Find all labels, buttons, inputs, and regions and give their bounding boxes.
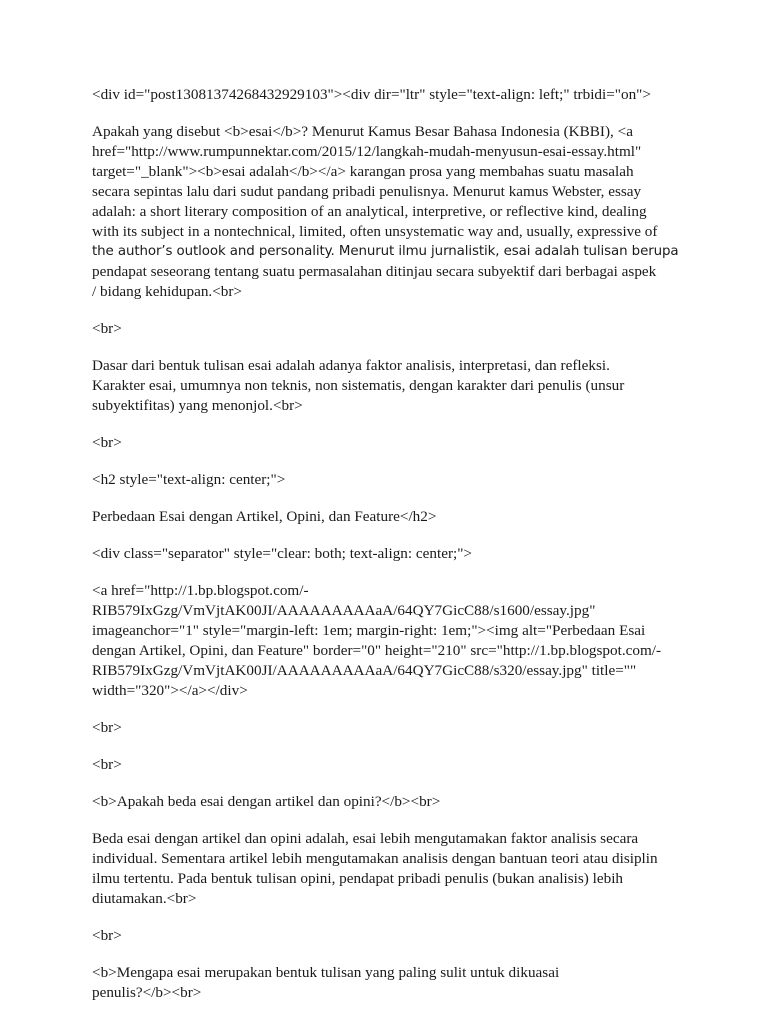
text-line: RIB579IxGzg/VmVjtAK00JI/AAAAAAAAAaA/64QY7GicC88/s1600/essay.jpg" — [92, 602, 596, 619]
text-line: ilmu tertentu. Pada bentuk tulisan opini, pendapat pribadi penulis (bukan analisis) lebih — [92, 870, 624, 887]
text-line: href="http://www.rumpunnektar.com/2015/12/langkah-mudah-menyusun-esai-essay.html" — [92, 143, 642, 160]
text-line-alt-font: the author’s outlook and personality. Menurut ilmu jurnalistik, esai adalah tulisan berupa — [92, 244, 679, 259]
paragraph-br — [92, 319, 684, 339]
paragraph-dasar-esai — [92, 356, 684, 416]
paragraph-image-anchor — [92, 581, 684, 701]
text-line: diutamakan.<br> — [92, 890, 197, 907]
text-line: <b>Apakah beda esai dengan artikel dan opini?</b><br> — [92, 793, 441, 810]
text-line: <div id="post13081374268432929103"><div dir="ltr" style="text-align: left;" trbidi="on"> — [92, 86, 651, 103]
paragraph-heading-text — [92, 507, 684, 527]
text-line: <br> — [92, 719, 122, 736]
text-line: penulis?</b><br> — [92, 984, 202, 1001]
text-line: secara sepintas lalu dari sudut pandang pribadi penulisnya. Menurut kamus Webster, essay — [92, 183, 642, 200]
paragraph-div-open — [92, 85, 684, 105]
text-line: <br> — [92, 434, 122, 451]
text-line: <b>Mengapa esai merupakan bentuk tulisan yang paling sulit untuk dikuasai — [92, 964, 560, 981]
text-line: Dasar dari bentuk tulisan esai adalah adanya faktor analisis, interpretasi, dan refleksi. — [92, 357, 610, 374]
document-body — [92, 85, 684, 1020]
paragraph-br — [92, 718, 684, 738]
paragraph-question-mengapa — [92, 963, 684, 1003]
text-line: <h2 style="text-align: center;"> — [92, 471, 286, 488]
text-line: with its subject in a nontechnical, limited, often unsystematic way and, usually, expressive of — [92, 223, 658, 240]
paragraph-br — [92, 433, 684, 453]
text-line: / bidang kehidupan.<br> — [92, 283, 242, 300]
text-line: Karakter esai, umumnya non teknis, non sistematis, dengan karakter dari penulis (unsur — [92, 377, 625, 394]
text-line: individual. Sementara artikel lebih mengutamakan analisis dengan bantuan teori atau disiplin — [92, 850, 658, 867]
text-line: <div class="separator" style="clear: both; text-align: center;"> — [92, 545, 472, 562]
text-line: pendapat seseorang tentang suatu permasalahan ditinjau secara subyektif dari berbagai aspek — [92, 263, 657, 280]
paragraph-br — [92, 926, 684, 946]
text-line: target="_blank"><b>esai adalah</b></a> karangan prosa yang membahas suatu masalah — [92, 163, 634, 180]
paragraph-question-beda — [92, 792, 684, 812]
paragraph-separator-div — [92, 544, 684, 564]
text-line: RIB579IxGzg/VmVjtAK00JI/AAAAAAAAAaA/64QY7GicC88/s320/essay.jpg" title="" — [92, 662, 637, 679]
text-line: Beda esai dengan artikel dan opini adalah, esai lebih mengutamakan faktor analisis secara — [92, 830, 639, 847]
paragraph-h2-open — [92, 470, 684, 490]
text-line: <br> — [92, 927, 122, 944]
text-line: <br> — [92, 756, 122, 773]
text-line: imageanchor="1" style="margin-left: 1em; margin-right: 1em;"><img alt="Perbedaan Esai — [92, 622, 646, 639]
paragraph-br — [92, 755, 684, 775]
text-line: <a href="http://1.bp.blogspot.com/- — [92, 582, 309, 599]
paragraph-esai-definition — [92, 122, 684, 302]
text-line: <br> — [92, 320, 122, 337]
paragraph-beda-answer — [92, 829, 684, 909]
text-line: Perbedaan Esai dengan Artikel, Opini, dan Feature</h2> — [92, 508, 437, 525]
text-line: subyektifitas) yang menonjol.<br> — [92, 397, 303, 414]
text-line: width="320"></a></div> — [92, 682, 248, 699]
text-line: dengan Artikel, Opini, dan Feature" border="0" height="210" src="http://1.bp.blogspot.com/- — [92, 642, 662, 659]
text-line: adalah: a short literary composition of an analytical, interpretive, or reflective kind, dealing — [92, 203, 647, 220]
text-line: Apakah yang disebut <b>esai</b>? Menurut Kamus Besar Bahasa Indonesia (KBBI), <a — [92, 123, 633, 140]
